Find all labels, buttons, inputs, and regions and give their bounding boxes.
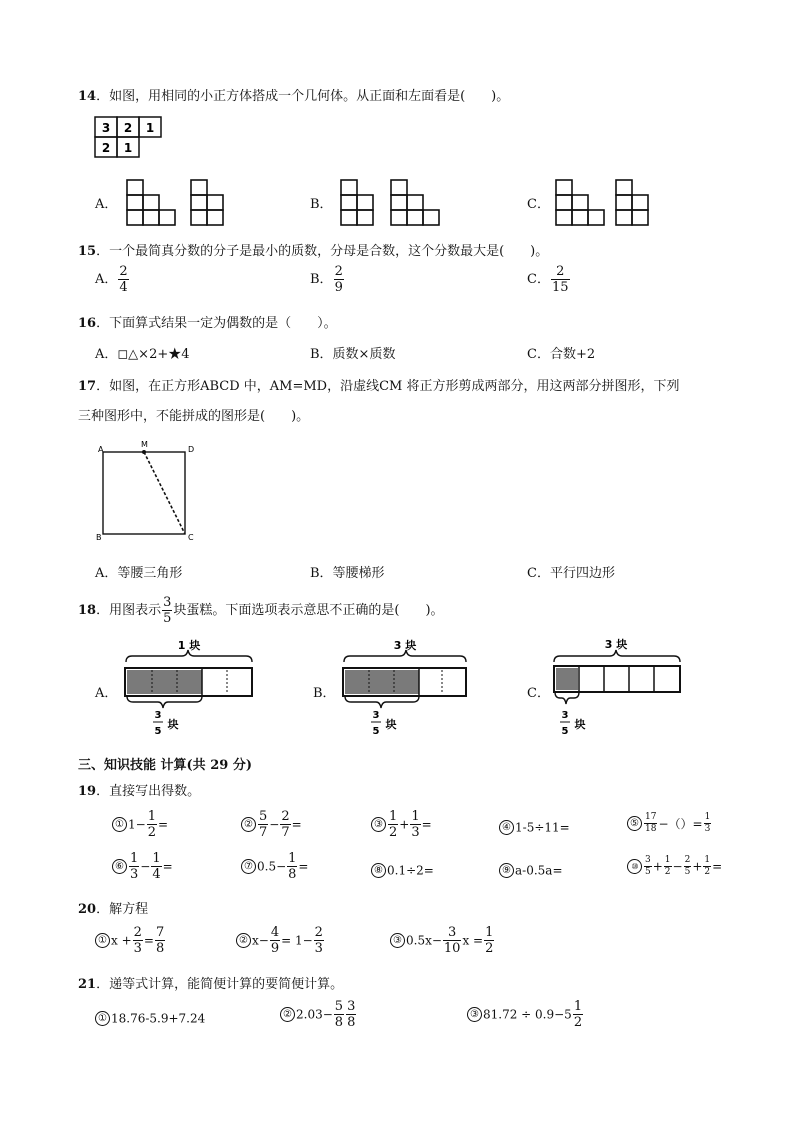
circled-number: ② [241,817,256,832]
q18-b-top-label: 3 块 [393,639,417,652]
option-label: C． [527,272,550,287]
q18-option-c-figure [550,632,690,744]
q14-option-b-label: B． [310,197,333,212]
q14-grid-cell: 2 [101,141,111,155]
q16-option-c: C．合数+2 [527,347,596,362]
q16-option-b: B．质数×质数 [310,347,396,362]
q17-number: 17 [78,379,97,394]
q18-a-frac-d: 5 [154,726,162,737]
q19-item-2: ② $\frac{5}{7}$ − $\frac{2}{7}$ = [241,810,302,839]
q19-item-7: ⑦ 0.5− $\frac{1}{8}$ = [241,852,308,881]
q15-option-a [95,265,130,294]
q16-stem [78,312,337,331]
circled-number: ⑤ [627,816,642,831]
q16-text: ．下面算式结果一定为偶数的是（ ）。 [96,316,337,331]
circled-number: ② [280,1007,295,1022]
q14-grid-cell: 2 [123,121,133,135]
q18-option-b-label: B． [313,686,336,701]
section-3-title: 三、知识技能 计算(共 29 分) [78,758,252,773]
circled-number: ③ [467,1007,482,1022]
q15-option-b [310,265,345,294]
q20-stem [78,898,148,917]
circled-number: ④ [499,820,514,835]
circled-number: ③ [390,933,405,948]
q14-grid-cell: 1 [145,121,155,135]
q19-item-5: ⑤ $\frac{17}{18}$ −（）= $\frac{1}{3}$ [627,813,712,834]
q18-a-top-label: 1 块 [177,639,201,652]
q18-text-a: ．用图表示 [96,603,162,618]
q19-item-9: ⑨ a-0.5a= [499,860,563,879]
q17-square-diagram [92,440,202,546]
q17-text1: ．如图，在正方形ABCD 中，AM=MD，沿虚线CM 将正方形剪成两部分，用这两部分拼图形，下列 [96,379,680,394]
q18-a-unit: 块 [167,718,179,731]
q19-item-8: ⑧ 0.1÷2= [371,860,434,879]
q18-b-frac-d: 5 [372,726,380,737]
q14-option-a-views [125,178,235,228]
circled-number: ① [95,1011,110,1026]
q18-stem [78,596,444,625]
fraction: $\frac{2}{4}$ [119,264,128,295]
q21-expression-2: ② 2.03− $\frac{5}{8}$ $\frac{3}{8}$ [280,1000,357,1029]
q17-option-a: A．等腰三角形 [95,566,183,581]
q20-equation-2: ② x− $\frac{4}{9}$ = 1− $\frac{2}{3}$ [236,926,325,955]
q18-c-frac-n: 3 [561,710,569,721]
q19-item-4: ④ 1-5÷11= [499,817,570,836]
q14-option-b-views [339,178,449,228]
q14-grid-cell: 1 [123,141,133,155]
q21-text: ．递等式计算，能简便计算的要简便计算。 [96,977,344,992]
q17-option-b: B．等腰梯形 [310,566,385,581]
fraction: $\frac{3}{5}$ [163,595,172,626]
vertex-label-a: A [98,445,104,454]
vertex-label-d: D [188,445,195,454]
q14-text: ．如图，用相同的小正方体搭成一个几何体。从正面和左面看是( )。 [96,89,510,104]
option-label: B． [310,272,333,287]
q19-item-3: ③ $\frac{1}{2}$ + $\frac{1}{3}$ = [371,810,432,839]
q17-option-c: C．平行四边形 [527,566,615,581]
q21-number: 21 [78,977,97,992]
vertex-label-c: C [188,533,194,542]
circled-number: ⑥ [112,859,127,874]
q19-item-6: ⑥ $\frac{1}{3}$ − $\frac{1}{4}$ = [112,852,173,881]
q21-expression-3: ③ 81.72 ÷ 0.9−5 $\frac{1}{2}$ [467,1000,584,1029]
q18-text-b: 块蛋糕。下面选项表示意思不正确的是( )。 [173,603,444,618]
q17-stem-line2: 三种图形中，不能拼成的图形是( )。 [78,409,310,424]
circled-number: ⑩ [627,859,642,874]
circled-number: ① [112,817,127,832]
q19-number: 19 [78,784,97,799]
q18-option-a-label: A． [95,686,118,701]
q14-grid-cell: 3 [101,121,111,135]
q18-c-unit: 块 [574,718,586,731]
q18-b-frac-n: 3 [372,710,380,721]
q16-number: 16 [78,316,97,331]
circled-number: ⑨ [499,863,514,878]
q14-top-view-grid [94,116,164,160]
q21-stem [78,973,343,992]
q18-option-b-figure [336,638,476,744]
q15-option-c [527,265,571,294]
q19-text: ．直接写出得数。 [96,784,201,799]
q15-number: 15 [78,244,97,259]
q16-option-a: A．◻△×2+★4 [95,347,190,362]
q20-equation-3: ③ 0.5x− $\frac{3}{10}$ x = $\frac{1}{2}$ [390,926,495,955]
q14-option-c-views [554,178,664,228]
q17-stem-line1 [78,375,680,394]
q21-expression-1: ① 18.76-5.9+7.24 [95,1008,205,1027]
vertex-label-m: M [141,440,148,449]
q18-c-frac-d: 5 [561,726,569,737]
q18-option-c-label: C． [527,686,550,701]
q14-option-c-label: C． [527,197,550,212]
q15-stem [78,240,548,259]
circled-number: ⑦ [241,859,256,874]
circled-number: ⑧ [371,863,386,878]
q18-b-unit: 块 [385,718,397,731]
circled-number: ① [95,933,110,948]
q18-c-top-label: 3 块 [604,638,628,651]
circled-number: ② [236,933,251,948]
fraction: $\frac{2}{9}$ [334,264,343,295]
vertex-label-b: B [96,533,102,542]
option-label: A． [95,272,118,287]
q14-number: 14 [78,89,97,104]
fraction: $\frac{2}{15}$ [551,264,569,295]
q19-item-10: ⑩ $\frac{3}{5}$ + $\frac{1}{2}$ − $\frac{2}{5}$ + $\frac{1}{2}$ = [627,856,722,877]
q20-equation-1: ① x + $\frac{2}{3}$ = $\frac{7}{8}$ [95,926,166,955]
q15-text: ．一个最简真分数的分子是最小的质数，分母是合数，这个分数最大是( )。 [96,244,549,259]
q19-item-1: ① 1− $\frac{1}{2}$ = [112,810,168,839]
circled-number: ③ [371,817,386,832]
q18-a-frac-n: 3 [154,710,162,721]
q14-stem [78,85,509,104]
q18-number: 18 [78,603,97,618]
q20-text: ．解方程 [96,902,149,917]
q20-number: 20 [78,902,97,917]
q14-option-a-label: A． [95,197,118,212]
q18-option-a-figure [118,638,258,744]
q19-stem [78,780,200,799]
